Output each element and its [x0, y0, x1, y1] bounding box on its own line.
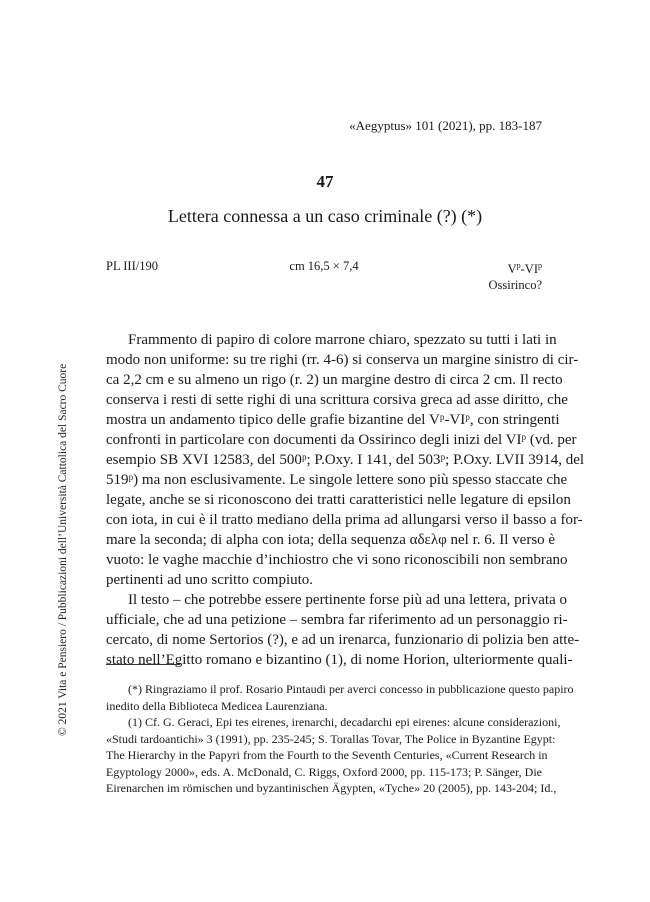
body-line: legate, anche se si riconoscono dei tratti caratteristici nelle legature di epsilon	[106, 492, 571, 508]
body-line: ufficiale, che ad una petizione – sembra far riferimento ad un personaggio ri-	[106, 612, 568, 628]
body-line: 519ᵖ) ma non esclusivamente. Le singole lettere sono più spesso staccate che	[106, 472, 568, 488]
body-line: con iota, in cui è il tratto mediano della prima ad allungarsi verso il basso a for-	[106, 512, 583, 528]
body-text	[106, 330, 585, 670]
body-line: conserva i resti di sette righi di una scrittura corsiva greca ad asse diritto, che	[106, 392, 568, 408]
body-line: Frammento di papiro di colore marrone chiaro, spezzato su tutti i lati in	[128, 332, 557, 348]
copyright-notice: © 2021 Vita e Pensiero / Pubblicazioni dell’Università Cattolica del Sacro Cuore	[57, 363, 69, 736]
footnote-line: The Hierarchy in the Papyri from the Fourth to the Seventh Centuries, «Current Research in	[106, 748, 548, 762]
footnote-line: Egyptology 2000», eds. A. McDonald, C. Riggs, Oxford 2000, pp. 115-173; P. Sänger, Die	[106, 764, 542, 779]
body-line: mostra un andamento tipico delle grafie bizantine del Vᵖ-VIᵖ, con stringenti	[106, 412, 560, 428]
journal-reference: «Aegyptus» 101 (2021), pp. 183-187	[349, 118, 542, 133]
article-title: Lettera connessa a un caso criminale (?) (*)	[167, 206, 483, 226]
body-line: pertinenti ad uno scritto compiuto.	[106, 572, 314, 588]
papyrus-provenance: Ossirinco?	[488, 278, 542, 293]
inventory-number: PL III/190	[106, 259, 158, 273]
body-line: vuoto: le vaghe macchie d’inchiostro che vi sono riconoscibili non sembrano	[106, 552, 568, 568]
body-line: mare la seconda; di alpha con iota; della sequenza αδελφ nel r. 6. Il verso è	[106, 532, 556, 548]
footnote-separator	[106, 664, 180, 665]
papyrus-date: $V^p-VI^p$	[507, 261, 542, 277]
date-provenance	[489, 258, 542, 293]
body-line: stato nell’Egitto romano e bizantino (1), di nome Horion, ulteriormente quali-	[106, 652, 573, 668]
footnotes	[106, 681, 574, 797]
body-line: modo non uniforme: su tre righi (rr. 4-6) si conserva un margine sinistro di cir-	[106, 352, 579, 368]
footnote-line: Eirenarchen im römischen und byzantinischen Ägypten, «Tyche» 20 (2005), pp. 143-204; Id.,	[106, 781, 557, 795]
body-line: confronti in particolare con documenti da Ossirinco degli inizi del VIᵖ (vd. per	[106, 432, 577, 448]
papyrus-dimensions: cm 16,5 × 7,4	[289, 259, 359, 273]
footnote-line: inedito della Biblioteca Medicea Laurenziana.	[106, 698, 328, 713]
article-number: 47	[316, 172, 334, 191]
body-line: cercato, di nome Sertorios (?), e ad un irenarca, funzionario di polizia ben atte-	[106, 632, 580, 648]
footnote-line: (1) Cf. G. Geraci, Epi tes eirenes, irenarchi, decadarchi epi eirenes: alcune considerazioni,	[128, 715, 561, 729]
body-line: Il testo – che potrebbe essere pertinente forse più ad una lettera, privata o	[128, 592, 567, 608]
footnote-line: (*) Ringraziamo il prof. Rosario Pintaudi per averci concesso in pubblicazione questo papiro	[128, 682, 574, 696]
footnote-line: «Studi tardoantichi» 3 (1991), pp. 235-245; S. Torallas Tovar, The Police in Byzantine Egypt:	[106, 731, 556, 746]
body-line: esempio SB XVI 12583, del 500ᵖ; P.Oxy. I 141, del 503ᵖ; P.Oxy. LVII 3914, del	[106, 452, 585, 468]
body-line: ca 2,2 cm e su almeno un rigo (r. 2) un margine destro di circa 2 cm. Il recto	[106, 372, 563, 388]
